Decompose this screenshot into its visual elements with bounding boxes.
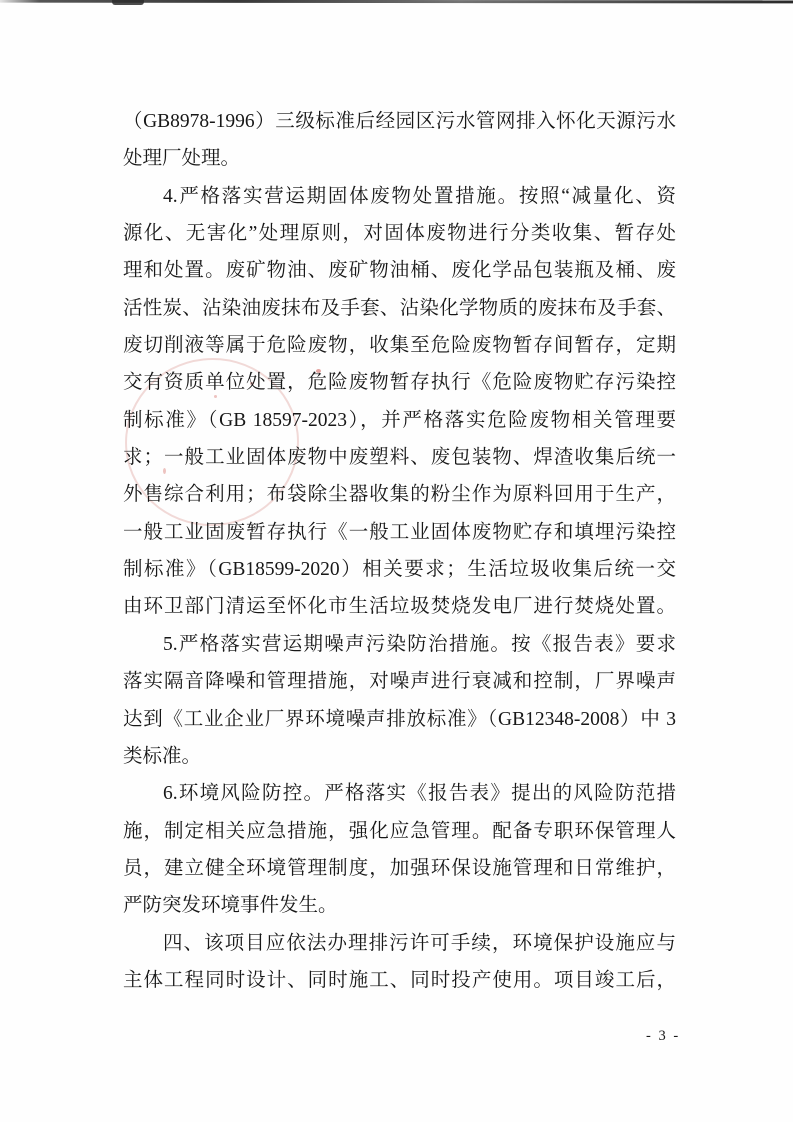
text-line: 一般工业固废暂存执行《一般工业固体废物贮存和填埋污染控 <box>123 521 676 543</box>
text-line: 员，建立健全环境管理制度，加强环保设施管理和日常维护， <box>123 857 676 879</box>
text-line: 主体工程同时设计、同时施工、同时投产使用。项目竣工后， <box>123 969 676 991</box>
text-line: 施，制定相关应急措施，强化应急管理。配备专职环保管理人 <box>123 820 676 842</box>
page-number: - 3 - <box>646 1028 681 1044</box>
text-line: 源化、无害化”处理原则，对固体废物进行分类收集、暂存处 <box>123 223 676 245</box>
text-line: 由环卫部门清运至怀化市生活垃圾焚烧发电厂进行焚烧处置。 <box>123 596 676 618</box>
text-line: 活性炭、沾染油废抹布及手套、沾染化学物质的废抹布及手套、 <box>123 297 676 319</box>
text-line: 类标准。 <box>123 745 202 767</box>
text-line: 达到《工业企业厂界环境噪声排放标准》（GB12348-2008）中 3 <box>123 708 676 730</box>
text-line: 交有资质单位处置，危险废物暂存执行《危险废物贮存污染控 <box>123 372 676 394</box>
text-line: 求；一般工业固体废物中废塑料、废包装物、焊渣收集后统一 <box>123 447 676 469</box>
text-line: 理和处置。废矿物油、废矿物油桶、废化学品包装瓶及桶、废 <box>123 260 676 282</box>
text-line: （GB8978-1996）三级标准后经园区污水管网排入怀化天源污水 <box>123 111 676 132</box>
text-line: 四、该项目应依法办理排污许可手续，环境保护设施应与 <box>163 932 676 954</box>
text-line: 5.严格落实营运期噪声污染防治措施。按《报告表》要求 <box>163 633 676 655</box>
text-line: 处理厂处理。 <box>123 148 241 170</box>
scan-edge-blob <box>112 0 144 5</box>
text-line: 落实隔音降噪和管理措施，对噪声进行衰减和控制，厂界噪声 <box>123 671 676 693</box>
text-line: 外售综合利用；布袋除尘器收集的粉尘作为原料回用于生产， <box>123 484 676 506</box>
text-line: 制标准》（GB18599-2020）相关要求；生活垃圾收集后统一交 <box>123 559 676 581</box>
text-line: 4.严格落实营运期固体废物处置措施。按照“减量化、资 <box>163 185 676 207</box>
text-line: 严防突发环境事件发生。 <box>123 895 338 917</box>
text-line: 废切削液等属于危险废物，收集至危险废物暂存间暂存，定期 <box>123 335 676 357</box>
text-line: 制标准》（GB 18597-2023），并严格落实危险废物相关管理要 <box>123 409 676 431</box>
document-body <box>123 103 676 999</box>
text-line: 6.环境风险防控。严格落实《报告表》提出的风险防范措 <box>163 783 676 805</box>
